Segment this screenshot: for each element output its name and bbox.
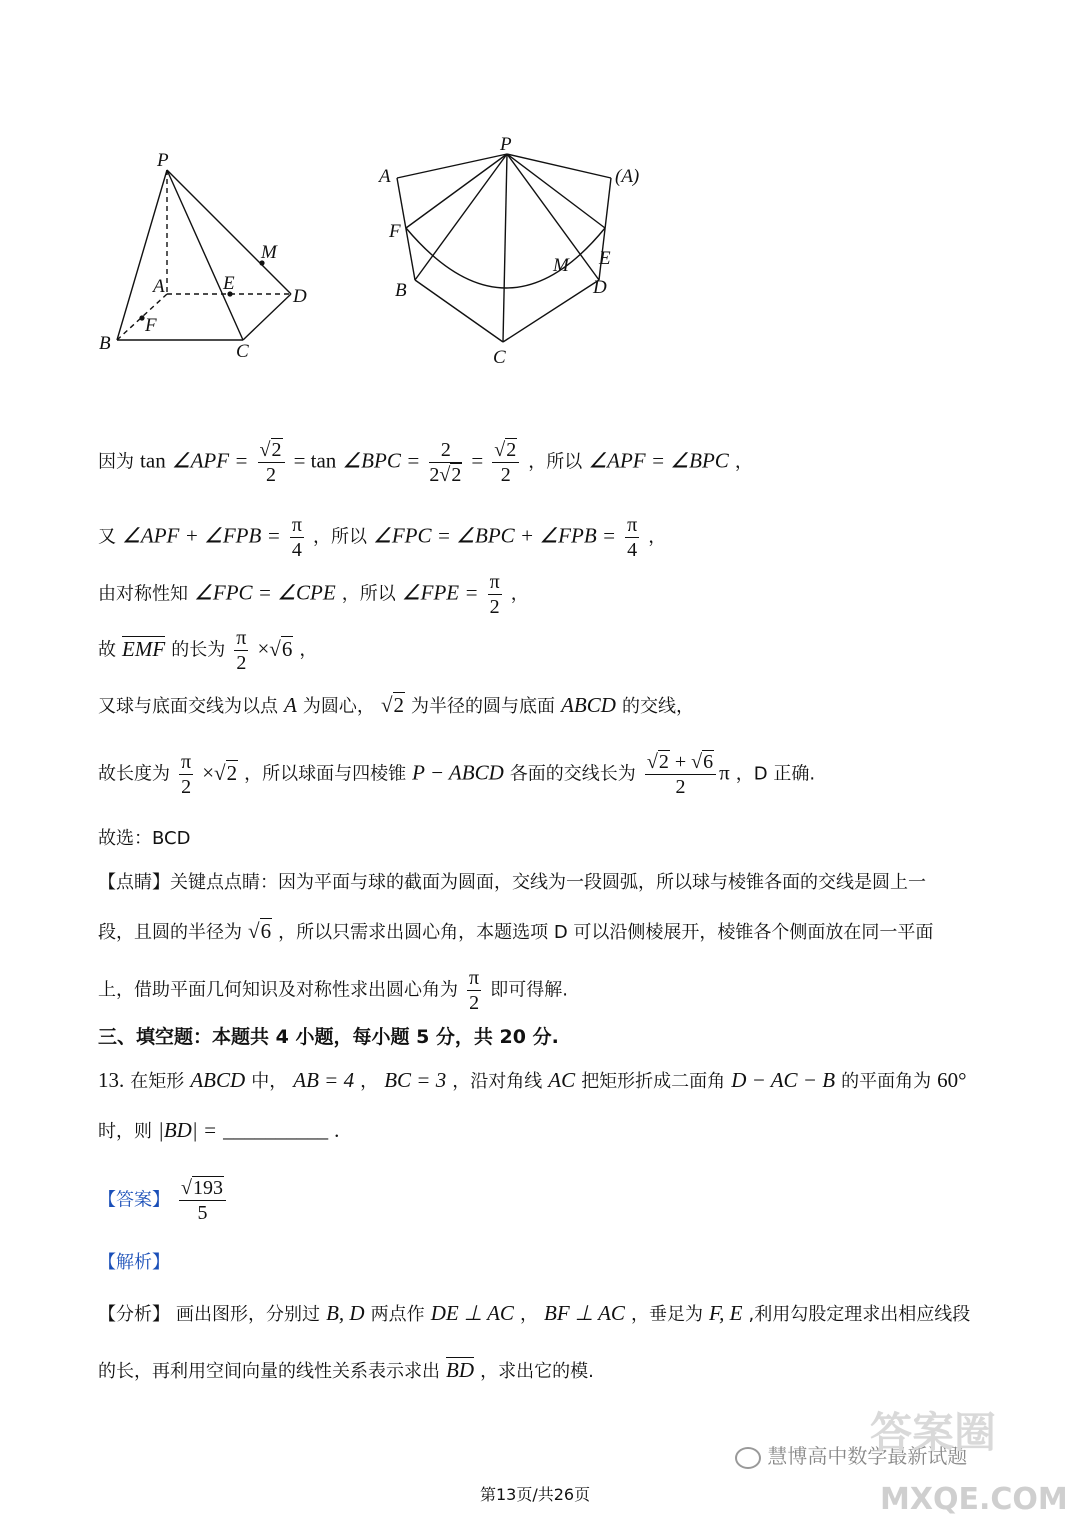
net-label-A: A <box>379 166 391 187</box>
answer-choice-line: 故选：BCD <box>98 828 191 849</box>
solution-line-3: 由对称性知 ∠FPC = ∠CPE ，所以 ∠FPE = $\frac{\pi}{2}$ ， <box>98 571 529 618</box>
solution-line-6: 故长度为 $\frac{\pi}{2}$ ×√2 ，所以球面与四棱锥 P − ABCD 各面的交线长为 $\frac{√2 + √6}{2}$ π ，D 正确. <box>98 751 816 798</box>
solution-line-4: 故 EMF 的长为 $\frac{\pi}{2}$ ×√6 ， <box>98 627 318 674</box>
unfolded-net-figure <box>375 130 655 375</box>
key-point-line-3: 上，借助平面几何知识及对称性求出圆心角为 $\frac{\pi}{2}$ 即可得解. <box>98 967 568 1014</box>
label-B: B <box>99 333 111 354</box>
solution-line-1: 因为 tan ∠APF = $\frac{√2}{2}$ = tan ∠BPC = $\frac{2}{2√2}$ = $\frac{√2}{2}$ ，所以 ∠APF = ∠BPC ， <box>98 439 753 486</box>
net-label-B: B <box>395 280 407 301</box>
label-A: A <box>153 276 165 297</box>
stamp-logo: 答案圈 <box>870 1408 997 1457</box>
solution-line-2: 又 ∠APF + ∠FPB = $\frac{\pi}{4}$ ，所以 ∠FPC = ∠BPC + ∠FPB = $\frac{\pi}{4}$ ， <box>98 514 667 561</box>
net-label-C: C <box>493 347 506 368</box>
net-label-A-copy: (A) <box>615 166 640 187</box>
pyramid-figure <box>95 150 325 370</box>
analysis-line-1: 【分析】 画出图形，分别过 B, D 两点作 DE ⊥ AC ， BF ⊥ AC ，垂足为 F, E ,利用勾股定理求出相应线段 <box>98 1301 971 1325</box>
solution-line-5: 又球与底面交线为以点 A 为圆心， √2 为半径的圆与底面 ABCD 的交线， <box>98 693 694 717</box>
answer-line: 【答案】 $\frac{√193}{5}$ <box>98 1178 229 1223</box>
question-13-line-2: 时，则 |BD| = __________ . <box>98 1118 340 1142</box>
answer-blank: __________ <box>223 1118 329 1142</box>
net-label-F: F <box>389 221 401 242</box>
net-label-P: P <box>500 134 512 155</box>
site-watermark: MXQE.COM <box>880 1482 1068 1517</box>
key-point-line-2: 段，且圆的半径为 √6 ，所以只需求出圆心角，本题选项 D 可以沿侧棱展开，棱锥各个侧面放在同一平面 <box>98 919 934 943</box>
analysis-line-2: 的长，再利用空间向量的线性关系表示求出 BD ，求出它的模. <box>98 1358 594 1382</box>
answer-tag: 【答案】 <box>98 1189 170 1211</box>
net-label-M: M <box>553 255 569 276</box>
label-C: C <box>236 341 249 362</box>
arc-EMF: EMF <box>122 636 166 661</box>
vector-BD: BD <box>446 1358 475 1382</box>
label-M: M <box>261 242 277 263</box>
label-D: D <box>293 286 307 307</box>
key-point-line-1: 【点睛】关键点点睛：因为平面与球的截面为圆面，交线为一段圆弧，所以球与棱锥各面的交线是圆上一 <box>98 872 926 893</box>
watermark-text: 慧博高中数学最新试题 <box>735 1440 967 1469</box>
analysis-tag: 【解析】 <box>98 1252 170 1273</box>
label-F: F <box>145 315 157 336</box>
net-label-E: E <box>599 248 611 269</box>
page-number: 第13页/共26页 <box>480 1485 591 1504</box>
section-heading: 三、填空题：本题共 4 小题，每小题 5 分，共 20 分. <box>98 1026 559 1048</box>
wechat-icon <box>735 1447 761 1469</box>
label-P: P <box>157 150 169 171</box>
question-13-line-1: 13. 在矩形 ABCD 中， AB = 4 ， BC = 3 ，沿对角线 AC 把矩形折成二面角 D − AC − B 的平面角为 60° <box>98 1068 967 1092</box>
net-label-D: D <box>593 277 607 298</box>
label-E: E <box>223 273 235 294</box>
